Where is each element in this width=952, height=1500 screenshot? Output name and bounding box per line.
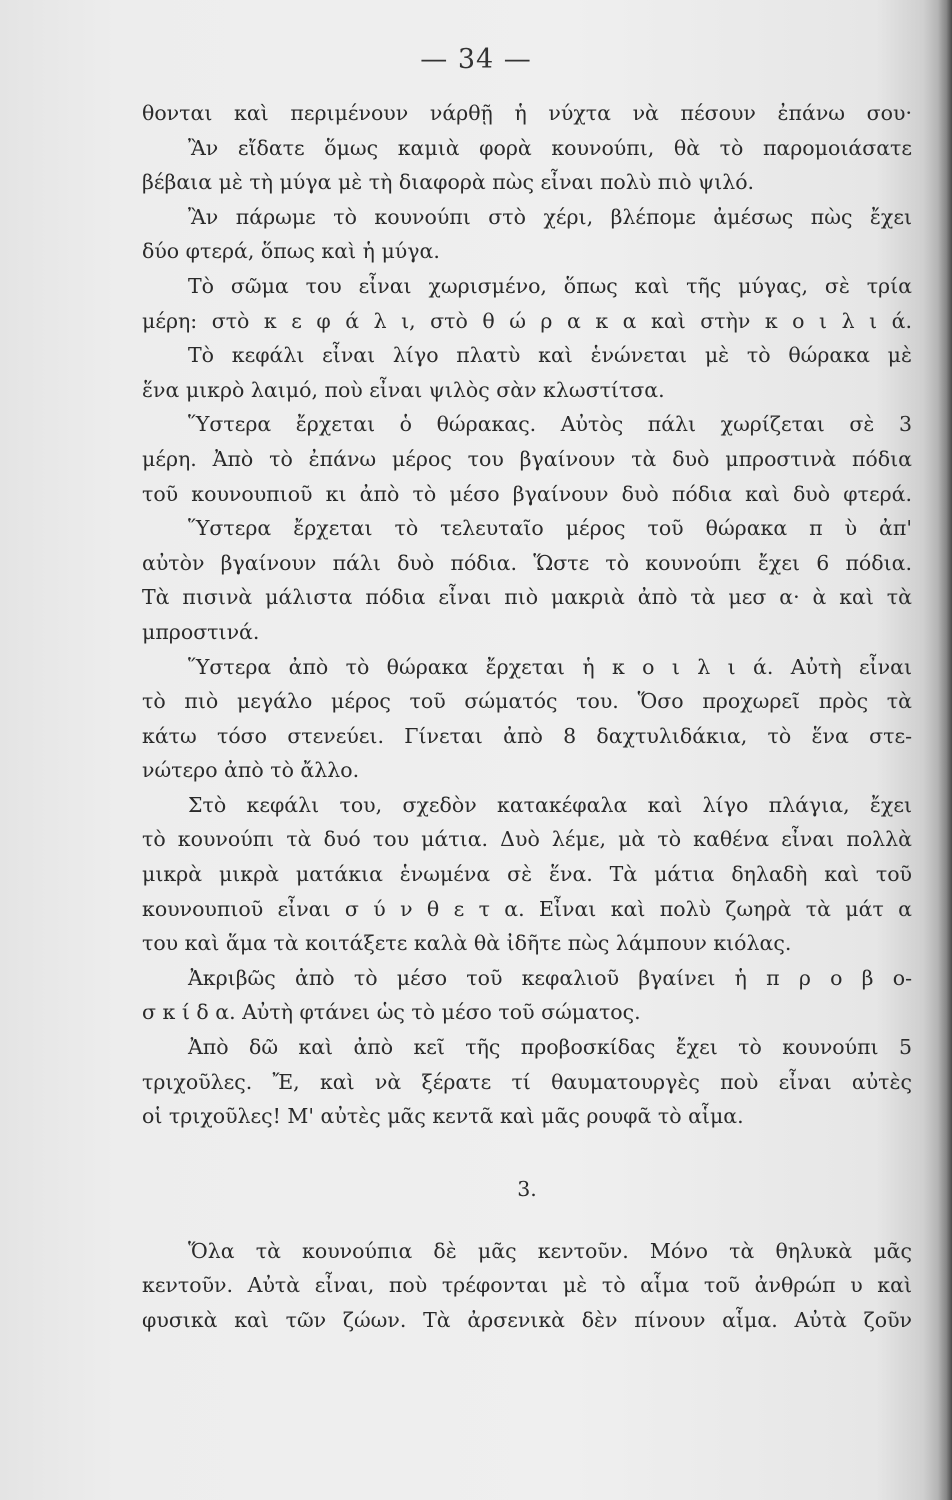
text-line: μέρη: στὸ κ ε φ ά λ ι, στὸ θ ώ ρ α κ α καὶ στὴν κ ο ι λ ι ά. (142, 308, 912, 333)
text-line: τοῦ κουνουπιοῦ κι ἀπὸ τὸ μέσο βγαίνουν δυὸ πόδια καὶ δυὸ φτερά. (142, 481, 912, 506)
text-line: τριχοῦλες. Ἔ, καὶ νὰ ξέρατε τί θαυματουργὲς ποὺ εἶναι αὐτὲς (142, 1069, 912, 1094)
text-line: νώτερο ἀπὸ τὸ ἄλλο. (142, 758, 360, 783)
text-line: μικρὰ μικρὰ ματάκια ἑνωμένα σὲ ἕνα. Τὰ μάτια δηλαδὴ καὶ τοῦ (142, 862, 912, 887)
page-number: — 34 — (420, 44, 532, 75)
text-line: τὸ πιὸ μεγάλο μέρος τοῦ σώματός του. Ὅσο προχωρεῖ πρὸς τὰ (142, 689, 912, 714)
text-line: δύο φτερά, ὅπως καὶ ἡ μύγα. (142, 239, 440, 264)
body-text (142, 96, 912, 1338)
text-line: κουνουπιοῦ εἶναι σ ύ ν θ ε τ α. Εἶναι καὶ πολὺ ζωηρὰ τὰ μάτ α (142, 896, 912, 921)
text-line: τὸ κουνούπι τὰ δυό του μάτια. Δυὸ λέμε, μὰ τὸ καθένα εἶναι πολλὰ (142, 827, 912, 852)
text-line: Ὕστερα ἔρχεται ὁ θώρακας. Αὐτὸς πάλι χωρίζεται σὲ 3 (188, 412, 912, 437)
text-line: Ἀπὸ δῶ καὶ ἀπὸ κεῖ τῆς προβοσκίδας ἔχει τὸ κουνούπι 5 (188, 1035, 912, 1060)
text-line: Τὰ πισινὰ μάλιστα πόδια εἶναι πιὸ μακριὰ ἀπὸ τὰ μεσ α· ὰ καὶ τὰ (142, 585, 912, 610)
text-line: Στὸ κεφάλι του, σχεδὸν κατακέφαλα καὶ λίγο πλάγια, ἔχει (188, 792, 912, 817)
section-heading: 3. (517, 1176, 537, 1201)
text-line: Ὕστερα ἔρχεται τὸ τελευταῖο μέρος τοῦ θώρακα π ὺ ἀπ' (188, 516, 912, 541)
text-line: Ἂν πάρωμε τὸ κουνούπι στὸ χέρι, βλέπομε ἀμέσως πὼς ἔχει (188, 204, 912, 229)
text-line: βέβαια μὲ τὴ μύγα μὲ τὴ διαφορὰ πὼς εἶναι πολὺ πιὸ ψιλό. (142, 170, 755, 195)
text-line: του καὶ ἅμα τὰ κοιτάξετε καλὰ θὰ ἰδῆτε πὼς λάμπουν κιόλας. (142, 931, 792, 956)
text-line: αὐτὸν βγαίνουν πάλι δυὸ πόδια. Ὥστε τὸ κουνούπι ἔχει 6 πόδια. (142, 550, 912, 575)
text-line: θονται καὶ περιμένουν νάρθῇ ἡ νύχτα νὰ πέσουν ἐπάνω σου· (142, 101, 912, 125)
text-line: σ κ ί δ α. Αὐτὴ φτάνει ὡς τὸ μέσο τοῦ σώματος. (142, 1000, 641, 1025)
text-line: Ἀκριβῶς ἀπὸ τὸ μέσο τοῦ κεφαλιοῦ βγαίνει ἡ π ρ ο β ο- (188, 965, 912, 990)
text-line: Ὕστερα ἀπὸ τὸ θώρακα ἔρχεται ἡ κ ο ι λ ι ά. Αὐτὴ εἶναι (188, 654, 912, 679)
text-line: Τὸ σῶμα του εἶναι χωρισμένο, ὅπως καὶ τῆς μύγας, σὲ τρία (188, 273, 912, 298)
text-line: Τὸ κεφάλι εἶναι λίγο πλατὺ καὶ ἑνώνεται μὲ τὸ θώρακα μὲ (188, 343, 912, 368)
text-line: οἱ τριχοῦλες! Μ' αὐτὲς μᾶς κεντᾶ καὶ μᾶς ρουφᾶ τὸ αἷμα. (142, 1104, 744, 1129)
text-line: κεντοῦν. Αὐτὰ εἶναι, ποὺ τρέφονται μὲ τὸ αἷμα τοῦ ἀνθρώπ υ καὶ (142, 1273, 912, 1298)
text-line: Ἂν εἴδατε ὅμως καμιὰ φορὰ κουνούπι, θὰ τὸ παρομοιάσατε (188, 135, 912, 160)
text-line: μπροστινά. (142, 619, 260, 644)
page-edge-shadow (938, 0, 952, 1500)
text-line: ἕνα μικρὸ λαιμό, ποὺ εἶναι ψιλὸς σὰν κλωστίτσα. (142, 377, 665, 402)
text-line: φυσικὰ καὶ τῶν ζώων. Τὰ ἀρσενικὰ δὲν πίνουν αἷμα. Αὐτὰ ζοῦν (142, 1308, 912, 1332)
text-line: μέρη. Ἀπὸ τὸ ἐπάνω μέρος του βγαίνουν τὰ δυὸ μπροστινὰ πόδια (142, 446, 912, 471)
text-line: Ὅλα τὰ κουνούπια δὲ μᾶς κεντοῦν. Μόνο τὰ θηλυκὰ μᾶς (188, 1238, 912, 1263)
text-line: κάτω τόσο στενεύει. Γίνεται ἀπὸ 8 δαχτυλιδάκια, τὸ ἕνα στε- (142, 723, 912, 748)
